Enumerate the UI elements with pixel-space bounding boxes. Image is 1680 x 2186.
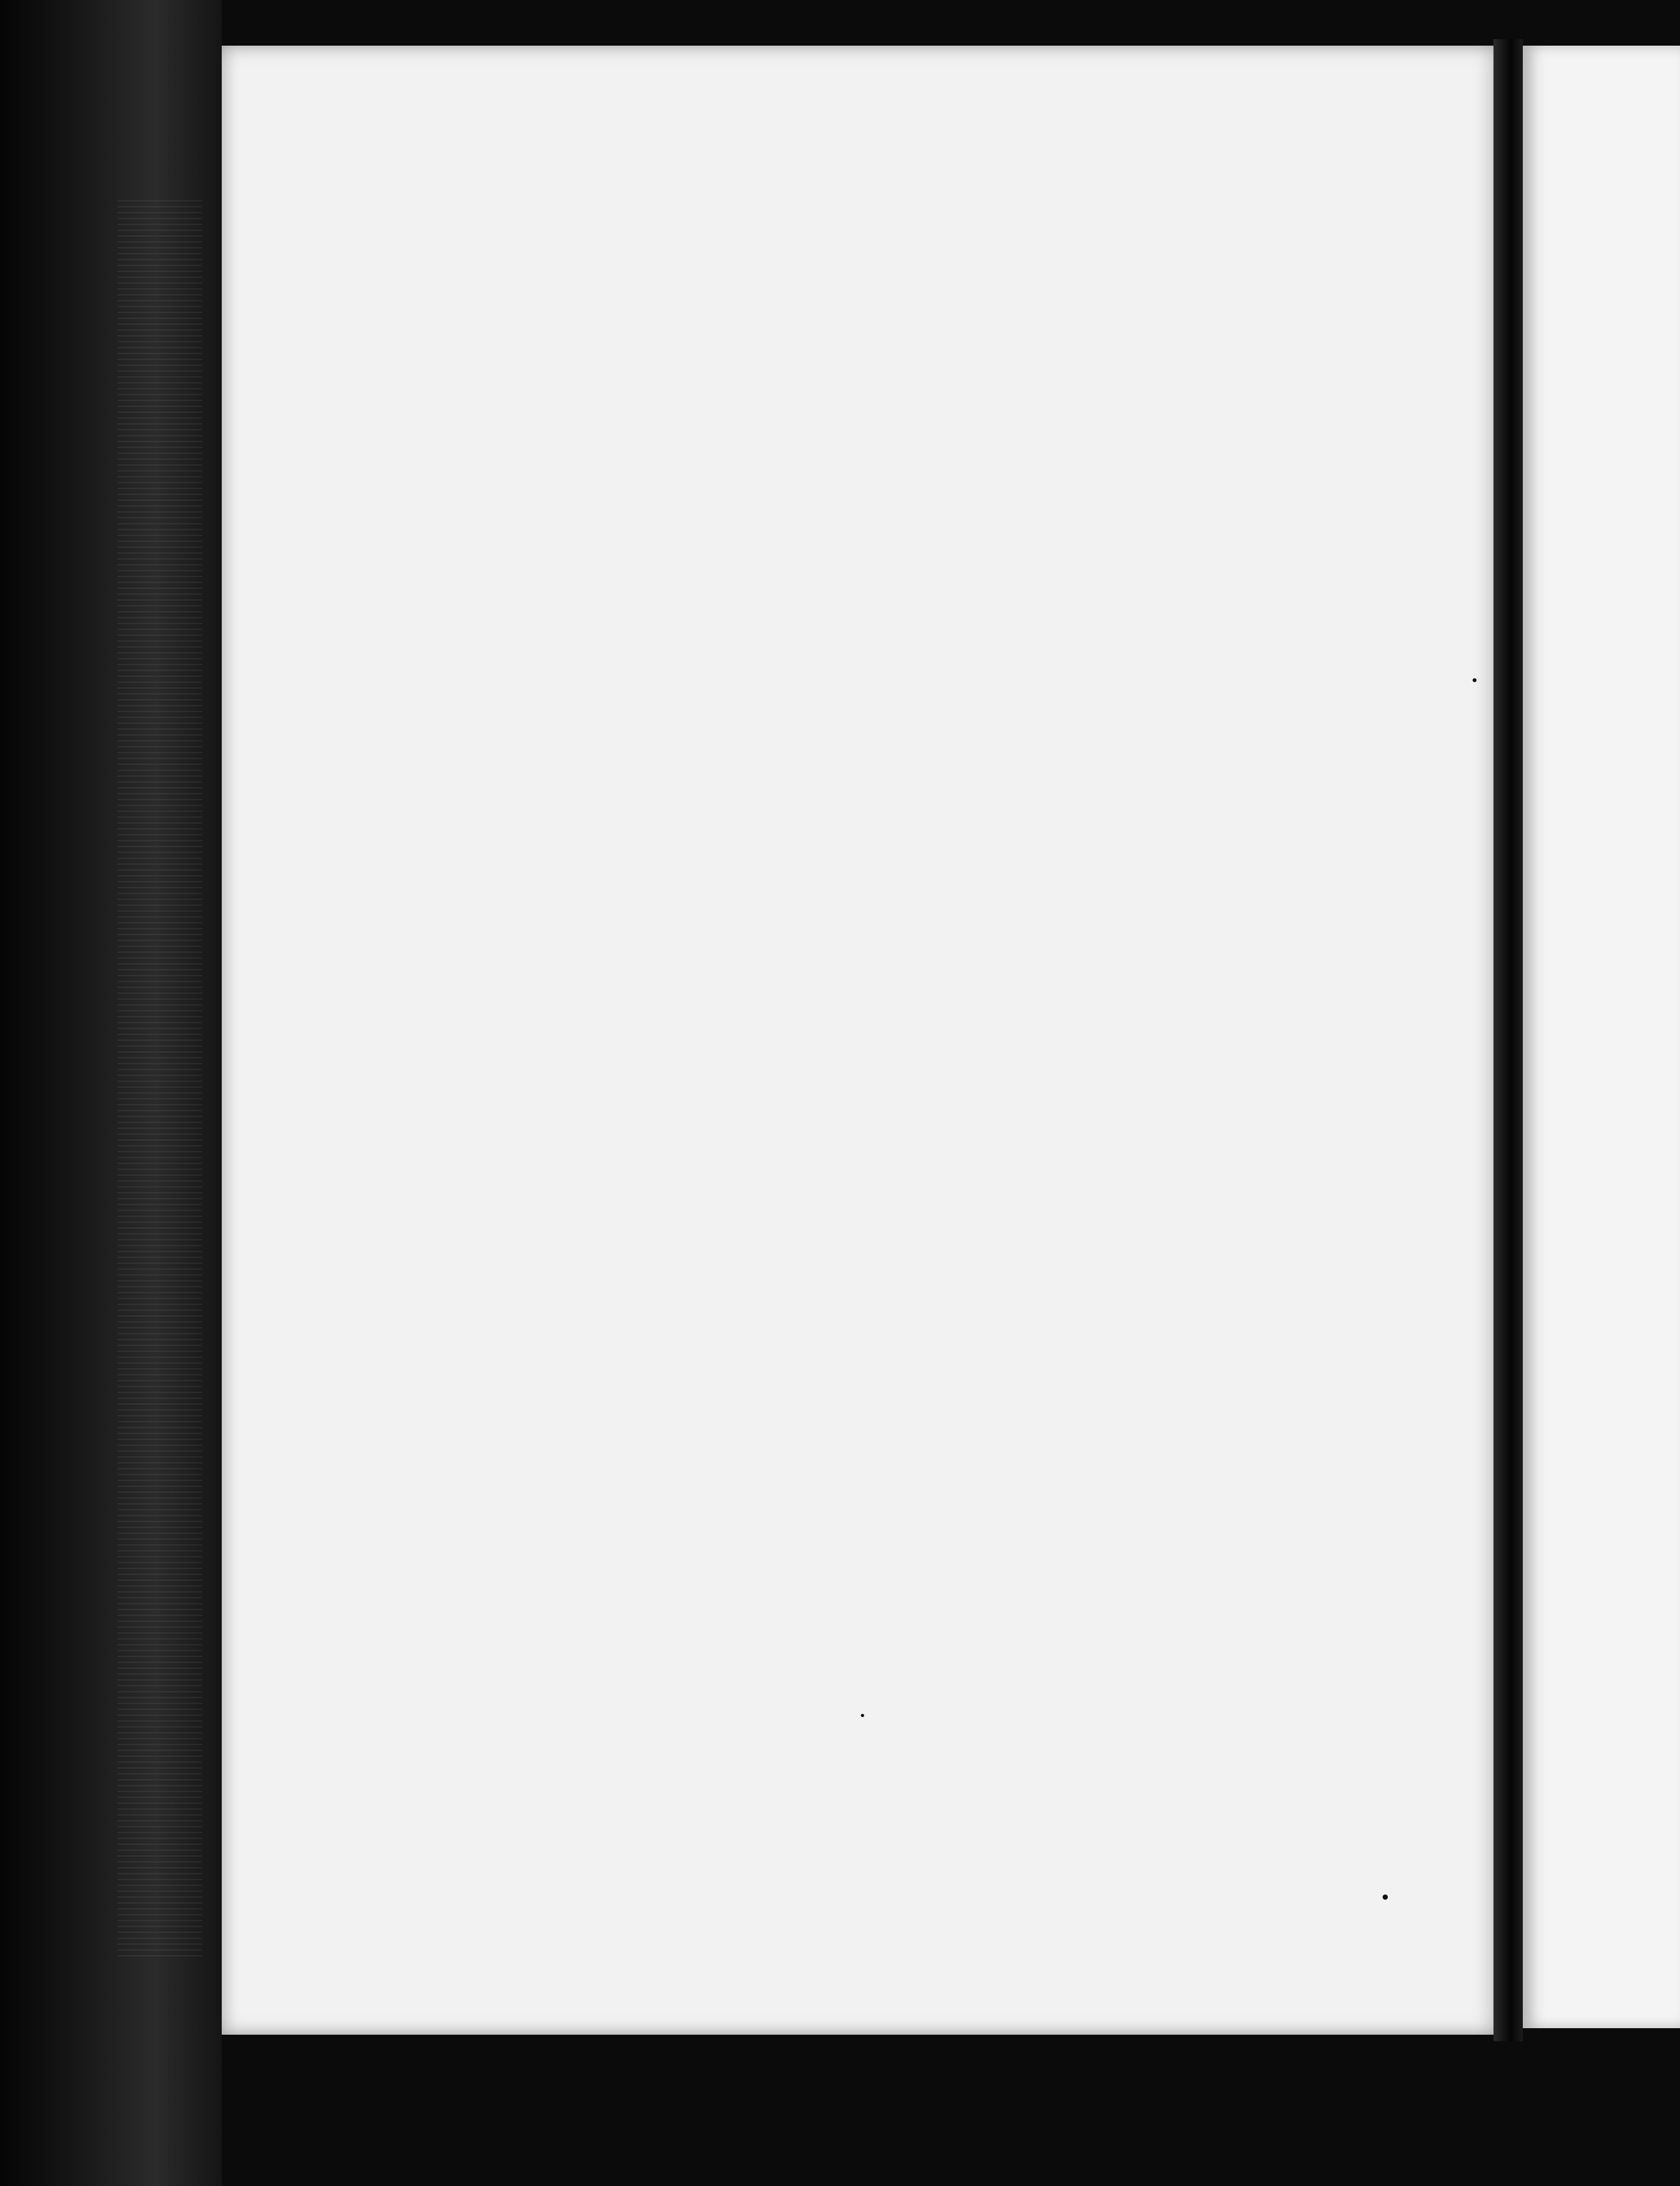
scan-speck <box>861 1714 864 1717</box>
book-gutter <box>1493 39 1523 2041</box>
scan-speck <box>1383 1894 1388 1900</box>
left-page <box>222 46 1500 2035</box>
scan-speck <box>1473 678 1477 682</box>
right-page <box>1523 46 1680 2028</box>
page-edges <box>117 196 202 1956</box>
running-header <box>403 171 1244 209</box>
facing-page-gap <box>1588 232 1680 282</box>
facing-page-text <box>1588 232 1680 282</box>
